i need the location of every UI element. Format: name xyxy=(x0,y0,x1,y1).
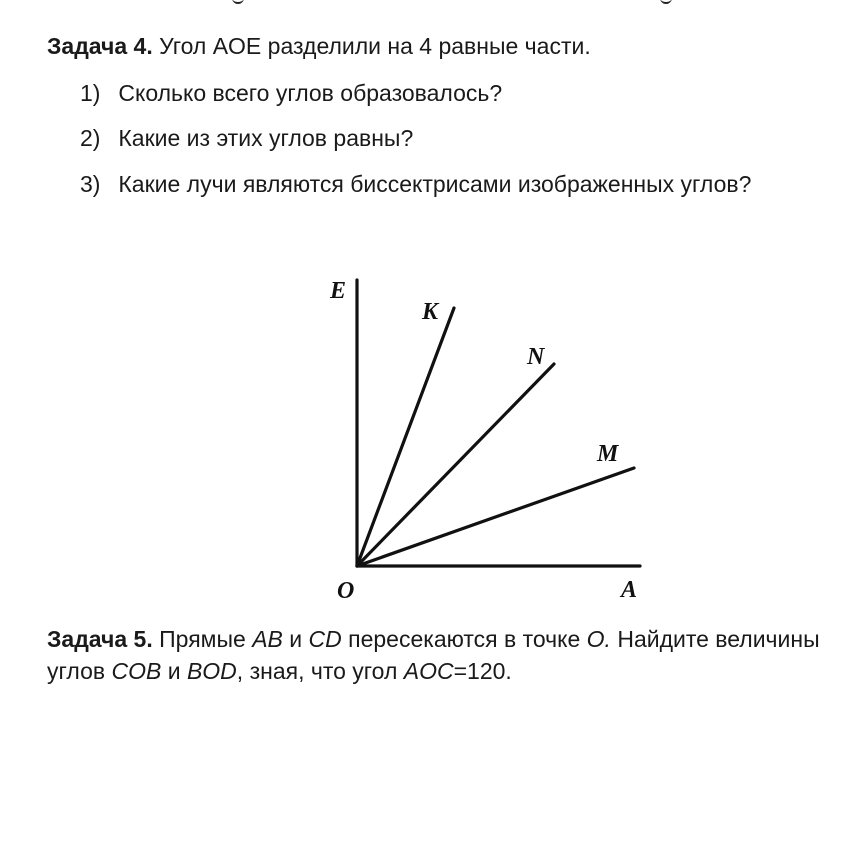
angle-BOD: BOD xyxy=(186,658,237,684)
question-text: Какие из этих углов равны? xyxy=(118,125,414,151)
question-text: Сколько всего углов образовалось? xyxy=(118,80,503,106)
label-M: M xyxy=(597,441,619,467)
question-number: 3) xyxy=(80,171,101,197)
question-item xyxy=(80,122,413,154)
question-item xyxy=(80,77,502,109)
point-O: O. xyxy=(586,626,611,652)
line-AB: AB xyxy=(252,626,283,652)
ray-OK xyxy=(357,308,454,566)
line-CD: CD xyxy=(308,626,342,652)
angle-diagram xyxy=(320,270,680,610)
task4-text: Угол AOE разделили на 4 равные части. xyxy=(159,33,591,59)
task5-title: Задача 5. xyxy=(47,626,153,652)
question-item xyxy=(80,168,751,200)
label-N: N xyxy=(527,344,545,370)
ray-ON xyxy=(357,364,554,566)
question-text: Какие лучи являются биссектрисами изображенных углов? xyxy=(118,171,752,197)
cropped-glyph xyxy=(232,0,244,4)
question-number: 1) xyxy=(80,80,101,106)
angle-AOC: AOC xyxy=(403,658,454,684)
cropped-glyph xyxy=(660,0,672,4)
task5-text-6: , зная, что угол xyxy=(236,658,404,684)
task5-paragraph xyxy=(47,623,827,687)
task4-title: Задача 4. xyxy=(47,33,153,59)
question-number: 2) xyxy=(80,125,101,151)
cropped-previous-content xyxy=(0,0,864,4)
label-K: K xyxy=(422,299,439,325)
task4-header xyxy=(47,30,591,62)
task5-text-5: и xyxy=(161,658,187,684)
label-E: E xyxy=(330,278,347,304)
task5-text-2: и xyxy=(282,626,309,652)
task5-text-7: =120. xyxy=(453,658,512,684)
label-A: A xyxy=(621,577,638,603)
ray-OM xyxy=(357,468,634,566)
label-O: O xyxy=(337,578,355,604)
task5-text-1: Прямые xyxy=(159,626,253,652)
task5-text-3: пересекаются в точке xyxy=(341,626,587,652)
task5-text-4: Найдите величины углов xyxy=(47,626,820,684)
angle-COB: COB xyxy=(111,658,162,684)
